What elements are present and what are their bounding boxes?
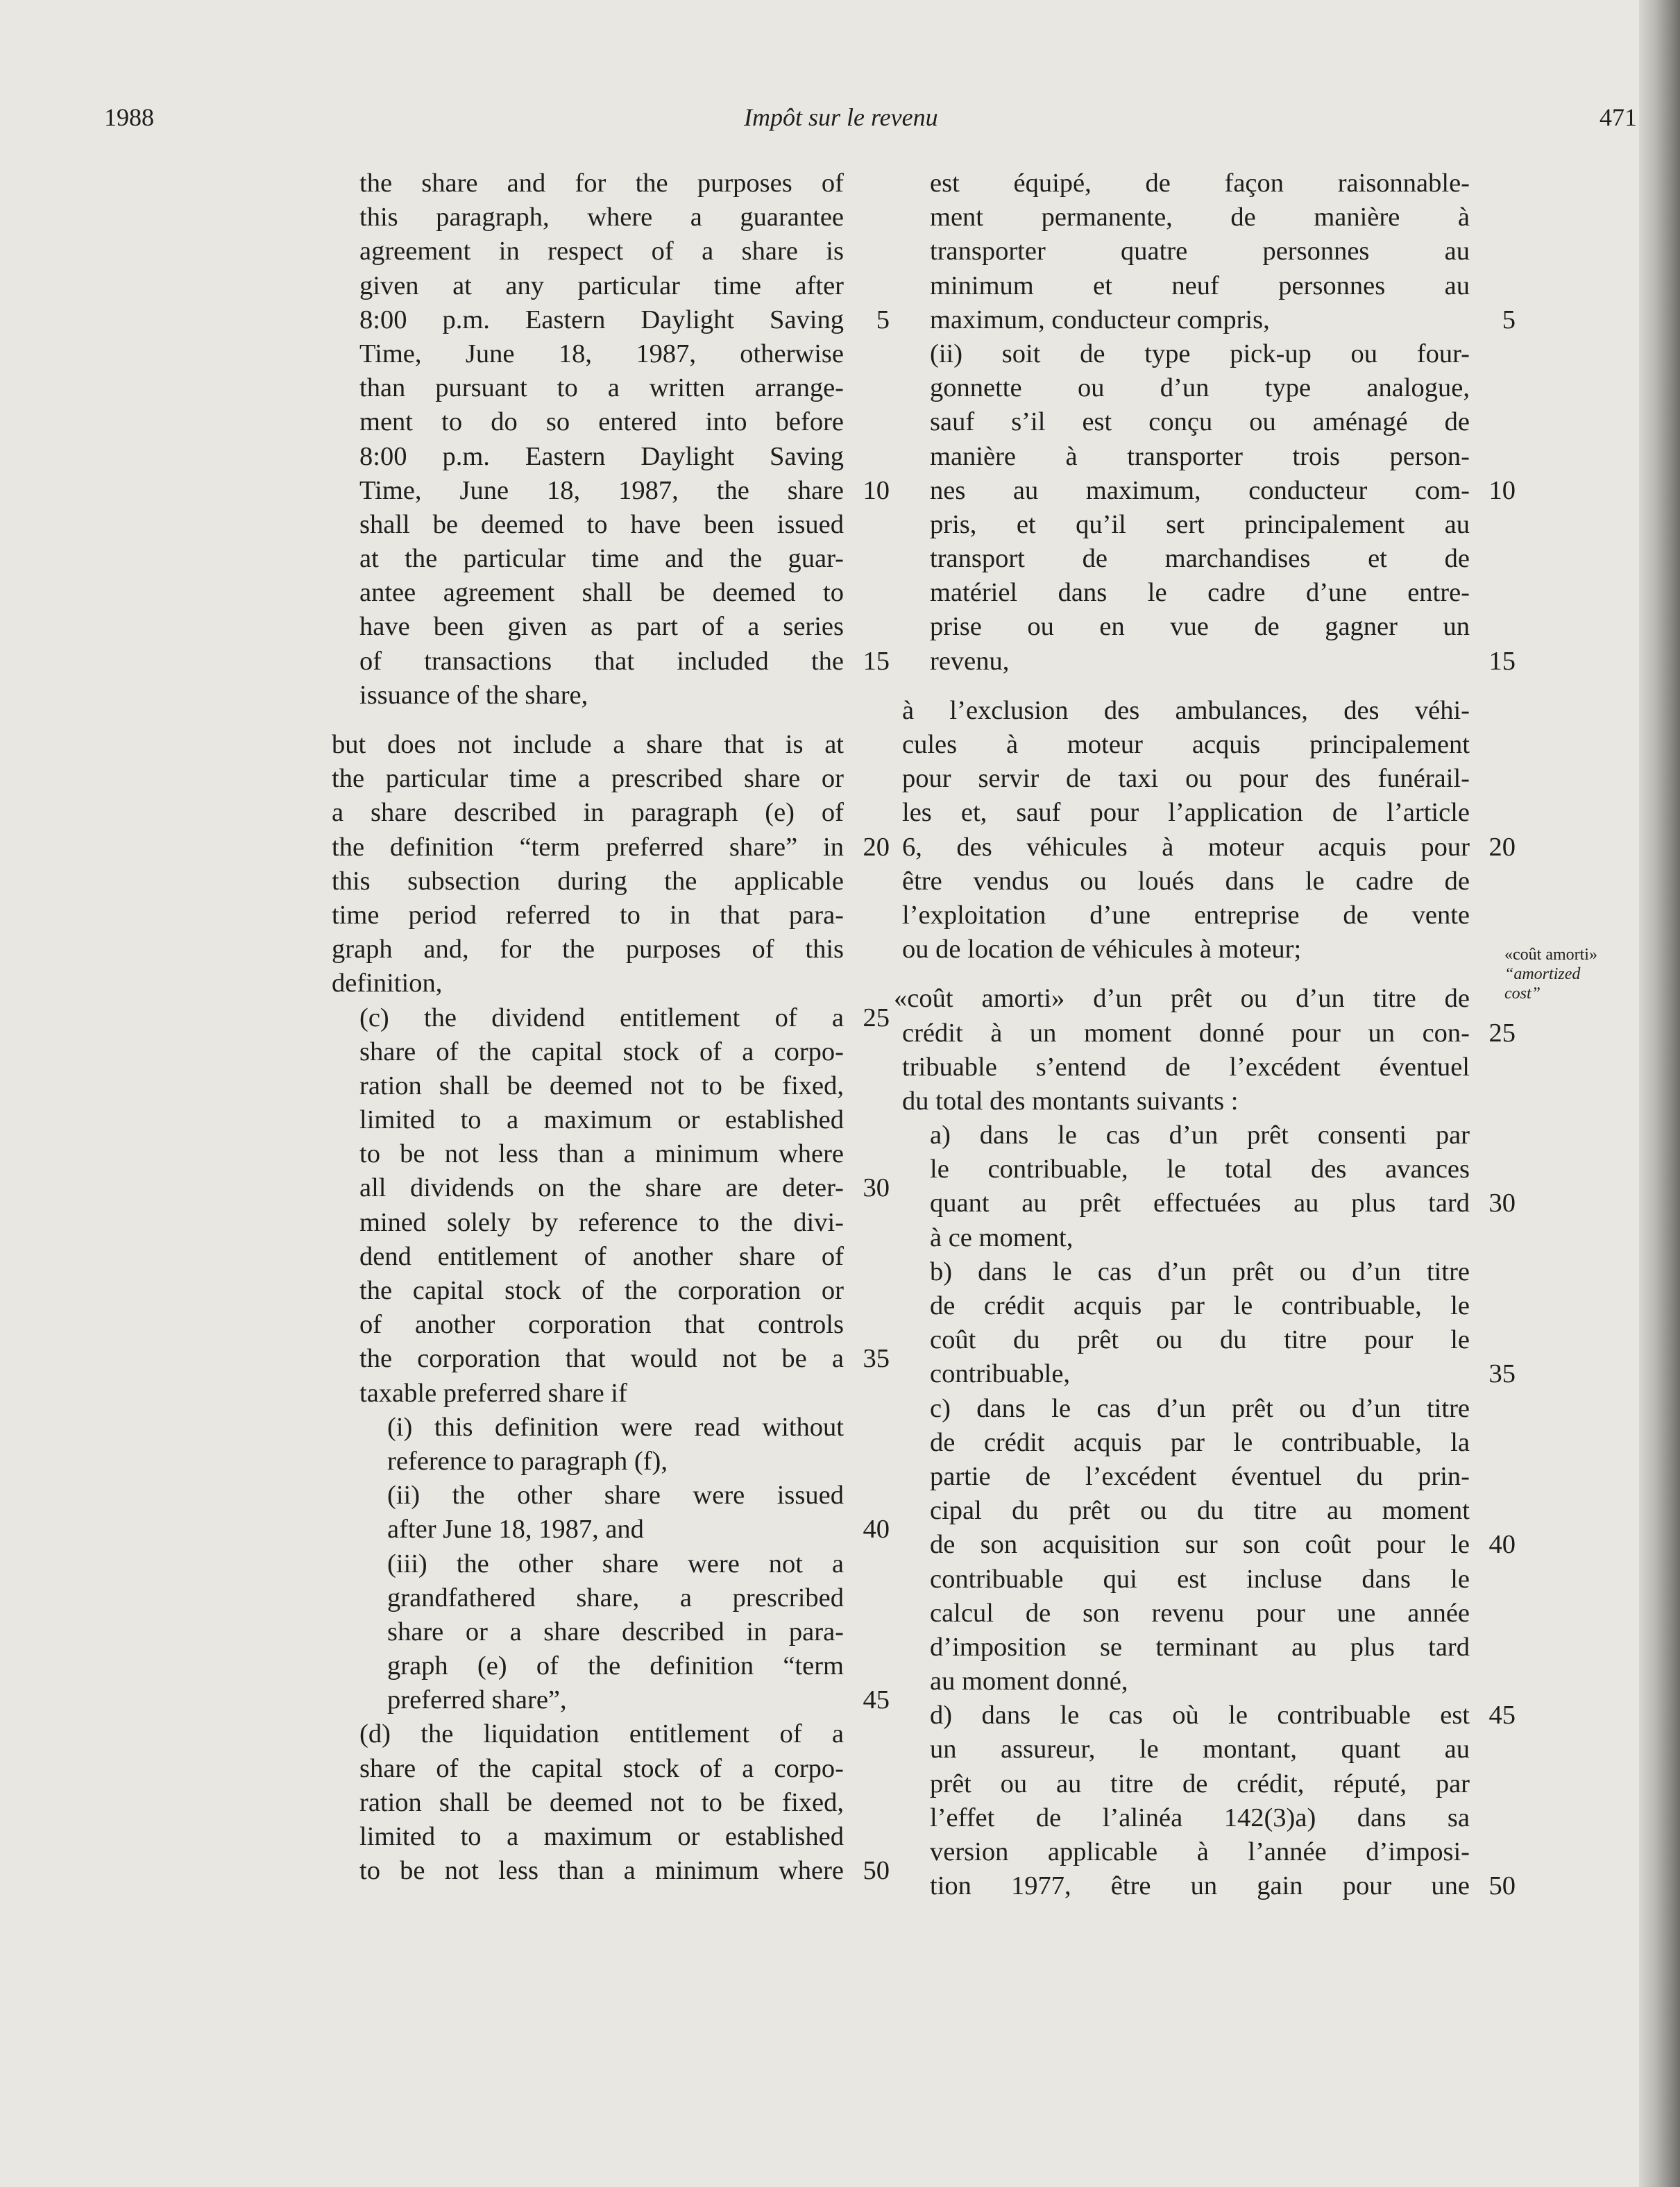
text-line xyxy=(387,1547,887,1581)
line-text: revenu, xyxy=(930,646,1010,676)
text-line xyxy=(930,1460,1513,1494)
text-line xyxy=(902,762,1513,796)
text-line xyxy=(332,762,887,796)
text-line xyxy=(930,1357,1516,1391)
text-line xyxy=(359,474,890,508)
line-text: mined solely by reference to the divi- xyxy=(359,1207,844,1237)
text-line xyxy=(359,1069,887,1103)
line-text: de crédit acquis par le contribuable, la xyxy=(930,1427,1470,1457)
text-line xyxy=(387,1683,890,1717)
marginal-note-term-en-cont: cost” xyxy=(1504,985,1541,1003)
line-text: matériel dans le cadre d’une entre- xyxy=(930,578,1470,608)
text-line xyxy=(359,1717,887,1751)
text-line xyxy=(930,1323,1513,1357)
line-text: preferred share”, xyxy=(387,1685,567,1715)
line-text: «coût amorti» d’un prêt ou d’un titre de xyxy=(894,984,1470,1014)
text-line xyxy=(930,576,1513,610)
text-line xyxy=(359,440,887,474)
line-text: have been given as part of a series xyxy=(359,612,844,642)
line-text: after June 18, 1987, and xyxy=(387,1515,644,1544)
line-text: ment permanente, de manière à xyxy=(930,203,1470,232)
line-text: but does not include a share that is at xyxy=(332,730,844,759)
text-line xyxy=(359,1308,887,1342)
line-text: (iii) the other share were not a xyxy=(387,1549,844,1578)
line-text: definition, xyxy=(332,969,443,998)
text-line xyxy=(930,1186,1516,1220)
text-line xyxy=(387,1445,887,1479)
line-number: 20 xyxy=(1488,832,1516,862)
line-text: calcul de son revenu pour une année xyxy=(930,1598,1470,1628)
line-number: 15 xyxy=(863,646,890,676)
line-text: a share described in paragraph (e) of xyxy=(332,798,844,828)
line-text: prise ou en vue de gagner un xyxy=(930,612,1470,642)
line-number: 35 xyxy=(1488,1359,1516,1389)
text-line xyxy=(359,167,887,201)
line-text: share or a share described in para- xyxy=(387,1617,844,1646)
line-text: manière à transporter trois person- xyxy=(930,441,1470,471)
line-text: pour servir de taxi ou pour des funérail- xyxy=(902,764,1470,794)
line-text: to be not less than a minimum where xyxy=(359,1856,844,1886)
text-line xyxy=(902,1084,1513,1118)
text-line xyxy=(359,1854,890,1888)
text-line xyxy=(359,201,887,235)
line-number: 25 xyxy=(1488,1018,1516,1048)
line-text: coût du prêt ou du titre pour le xyxy=(930,1325,1470,1355)
text-line xyxy=(930,1426,1513,1460)
text-line xyxy=(387,1513,890,1547)
text-line xyxy=(930,235,1513,269)
text-line xyxy=(930,1563,1513,1597)
line-text: than pursuant to a written arrange- xyxy=(359,373,844,403)
line-text: être vendus ou loués dans le cadre de xyxy=(902,866,1470,896)
line-text: agreement in respect of a share is xyxy=(359,237,844,266)
text-line xyxy=(359,1752,887,1786)
paragraph-gap xyxy=(902,967,1513,982)
page-number: 471 xyxy=(1600,103,1637,131)
text-line xyxy=(930,1118,1513,1152)
line-text: est équipé, de façon raisonnable- xyxy=(930,169,1470,198)
text-line xyxy=(930,1255,1513,1289)
text-line xyxy=(930,1665,1513,1699)
text-line xyxy=(930,371,1513,405)
line-text: all dividends on the share are deter- xyxy=(359,1173,844,1203)
line-text: 6, des véhicules à moteur acquis pour xyxy=(902,832,1470,862)
line-text: crédit à un moment donné pour un con- xyxy=(902,1018,1470,1048)
text-line xyxy=(359,337,887,371)
text-line xyxy=(930,508,1513,542)
line-number: 20 xyxy=(863,832,890,862)
text-line xyxy=(930,405,1513,439)
line-number: 25 xyxy=(863,1003,890,1032)
line-text: transport de marchandises et de xyxy=(930,544,1470,574)
line-text: un assureur, le montant, quant au xyxy=(930,1735,1470,1764)
line-text: ou de location de véhicules à moteur; xyxy=(902,935,1302,964)
line-text: of transactions that included the xyxy=(359,646,844,676)
line-number: 30 xyxy=(1488,1189,1516,1218)
line-text: au moment donné, xyxy=(930,1667,1128,1696)
line-text: dend entitlement of another share of xyxy=(359,1241,844,1271)
text-line xyxy=(359,1342,890,1376)
line-number: 50 xyxy=(1488,1871,1516,1901)
text-line xyxy=(930,337,1513,371)
text-line xyxy=(359,269,887,303)
line-text: the particular time a prescribed share or xyxy=(332,764,844,794)
line-text: d) dans le cas où le contribuable est xyxy=(930,1701,1470,1730)
text-line xyxy=(930,645,1516,679)
line-number: 40 xyxy=(863,1515,890,1544)
line-text: version applicable à l’année d’imposi- xyxy=(930,1837,1470,1866)
line-text: antee agreement shall be deemed to xyxy=(359,578,844,608)
line-number: 35 xyxy=(863,1344,890,1374)
line-text: the share and for the purposes of xyxy=(359,169,844,198)
text-line xyxy=(930,1528,1516,1562)
line-text: à l’exclusion des ambulances, des véhi- xyxy=(902,695,1470,725)
line-text: contribuable, xyxy=(930,1359,1071,1389)
text-line xyxy=(930,1733,1513,1767)
line-text: Time, June 18, 1987, the share xyxy=(359,475,844,505)
line-text: reference to paragraph (f), xyxy=(387,1446,668,1476)
text-line xyxy=(387,1581,887,1615)
line-text: sauf s’il est conçu ou aménagé de xyxy=(930,407,1470,437)
line-text: l’effet de l’alinéa 142(3)a) dans sa xyxy=(930,1803,1470,1832)
line-text: transporter quatre personnes au xyxy=(930,237,1470,266)
line-text: tion 1977, être un gain pour une xyxy=(930,1871,1470,1901)
line-text: (c) the dividend entitlement of a xyxy=(359,1003,844,1032)
line-text: the corporation that would not be a xyxy=(359,1344,844,1374)
text-line xyxy=(930,1392,1513,1426)
line-text: partie de l’excédent éventuel du prin- xyxy=(930,1461,1470,1491)
text-line xyxy=(359,542,887,576)
line-number: 5 xyxy=(876,305,890,334)
text-line xyxy=(930,542,1513,576)
text-line xyxy=(930,303,1516,337)
line-text: tribuable s’entend de l’excédent éventuel xyxy=(902,1052,1470,1082)
line-text: the definition “term preferred share” in xyxy=(332,832,844,862)
line-text: de son acquisition sur son coût pour le xyxy=(930,1530,1470,1560)
text-line xyxy=(902,694,1513,728)
text-line xyxy=(359,610,887,644)
line-text: (i) this definition were read without xyxy=(387,1412,844,1442)
text-line xyxy=(359,679,887,713)
text-line xyxy=(387,1615,887,1649)
line-number: 30 xyxy=(863,1173,890,1203)
text-line xyxy=(902,728,1513,762)
text-line xyxy=(359,1820,887,1854)
line-number: 5 xyxy=(1502,305,1516,334)
text-line xyxy=(930,440,1513,474)
text-line xyxy=(359,405,887,439)
line-text: maximum, conducteur compris, xyxy=(930,305,1270,334)
text-line xyxy=(930,1597,1513,1631)
line-text: 8:00 p.m. Eastern Daylight Saving xyxy=(359,305,844,334)
text-line xyxy=(359,1274,887,1308)
line-text: this subsection during the applicable xyxy=(332,866,844,896)
text-line xyxy=(930,1631,1513,1665)
text-line xyxy=(930,1767,1513,1801)
line-text: ration shall be deemed not to be fixed, xyxy=(359,1071,844,1100)
paragraph-gap xyxy=(902,679,1513,694)
line-text: cipal du prêt ou du titre au moment xyxy=(930,1496,1470,1526)
text-line xyxy=(930,167,1513,201)
text-line xyxy=(902,899,1513,933)
line-text: given at any particular time after xyxy=(359,271,844,300)
line-number: 45 xyxy=(1488,1701,1516,1730)
text-line xyxy=(332,967,887,1001)
line-text: nes au maximum, conducteur com- xyxy=(930,475,1470,505)
text-line xyxy=(359,303,890,337)
text-line xyxy=(332,831,890,865)
text-line xyxy=(387,1411,887,1445)
text-line xyxy=(359,576,887,610)
line-text: minimum et neuf personnes au xyxy=(930,271,1470,300)
line-text: a) dans le cas d’un prêt consenti par xyxy=(930,1121,1470,1150)
text-line xyxy=(902,796,1513,830)
text-line xyxy=(332,865,887,899)
right-column-french xyxy=(894,167,1516,1903)
marginal-note-term-fr: «coût amorti» xyxy=(1504,946,1597,964)
line-text: graph and, for the purposes of this xyxy=(332,935,844,964)
left-column-english xyxy=(332,167,890,1888)
text-line xyxy=(359,1001,890,1035)
line-text: quant au prêt effectuées au plus tard xyxy=(930,1189,1470,1218)
text-line xyxy=(902,1016,1516,1050)
line-text: issuance of the share, xyxy=(359,680,588,710)
text-line xyxy=(359,1103,887,1137)
header-year: 1988 xyxy=(104,103,154,131)
text-line xyxy=(359,1035,887,1069)
text-line xyxy=(902,865,1513,899)
line-text: to be not less than a minimum where xyxy=(359,1139,844,1169)
binding-edge-shadow xyxy=(1639,0,1680,2187)
line-text: de crédit acquis par le contribuable, le xyxy=(930,1291,1470,1320)
text-line xyxy=(359,1206,887,1240)
line-text: d’imposition se terminant au plus tard xyxy=(930,1632,1470,1662)
line-text: ration shall be deemed not to be fixed, xyxy=(359,1787,844,1817)
running-title: Impôt sur le revenu xyxy=(744,103,938,131)
text-line xyxy=(387,1479,887,1513)
text-line xyxy=(930,1494,1513,1528)
line-text: du total des montants suivants : xyxy=(902,1086,1239,1116)
line-number: 15 xyxy=(1488,646,1516,676)
text-line xyxy=(930,1289,1513,1323)
line-text: ment to do so entered into before xyxy=(359,407,844,437)
line-text: l’exploitation d’une entreprise de vente xyxy=(902,900,1470,930)
line-text: the capital stock of the corporation or xyxy=(359,1276,844,1305)
line-text: this paragraph, where a guarantee xyxy=(359,203,844,232)
text-line xyxy=(387,1649,887,1683)
line-text: c) dans le cas d’un prêt ou d’un titre xyxy=(930,1393,1470,1423)
text-line xyxy=(902,1050,1513,1084)
line-text: (ii) soit de type pick-up ou four- xyxy=(930,339,1470,368)
line-text: cules à moteur acquis principalement xyxy=(902,730,1470,759)
text-line xyxy=(332,728,887,762)
line-number: 10 xyxy=(863,475,890,505)
line-text: taxable preferred share if xyxy=(359,1378,627,1408)
line-text: share of the capital stock of a corpo- xyxy=(359,1037,844,1066)
line-text: pris, et qu’il sert principalement au xyxy=(930,509,1470,539)
text-line xyxy=(930,1699,1516,1733)
line-text: graph (e) of the definition “term xyxy=(387,1651,844,1681)
text-line xyxy=(930,1221,1513,1255)
text-line xyxy=(930,610,1513,644)
line-number: 50 xyxy=(863,1856,890,1886)
line-text: les et, sauf pour l’application de l’article xyxy=(902,798,1470,828)
line-text: at the particular time and the guar- xyxy=(359,544,844,574)
line-text: prêt ou au titre de crédit, réputé, par xyxy=(930,1769,1470,1798)
text-line xyxy=(930,474,1516,508)
text-line xyxy=(359,1240,887,1274)
text-line xyxy=(930,1801,1513,1835)
text-line xyxy=(332,899,887,933)
text-line xyxy=(359,371,887,405)
text-line xyxy=(902,831,1516,865)
text-line xyxy=(359,235,887,269)
text-line xyxy=(332,796,887,830)
line-text: le contribuable, le total des avances xyxy=(930,1155,1470,1184)
text-line xyxy=(359,1377,887,1411)
line-text: of another corporation that controls xyxy=(359,1310,844,1340)
text-line xyxy=(930,1152,1513,1186)
line-text: limited to a maximum or established xyxy=(359,1105,844,1135)
text-line xyxy=(930,1835,1513,1869)
text-line xyxy=(359,1137,887,1171)
line-text: shall be deemed to have been issued xyxy=(359,509,844,539)
line-text: gonnette ou d’un type analogue, xyxy=(930,373,1470,403)
line-text: share of the capital stock of a corpo- xyxy=(359,1753,844,1783)
text-line xyxy=(902,933,1513,967)
text-line xyxy=(332,933,887,967)
line-number: 40 xyxy=(1488,1530,1516,1560)
text-line xyxy=(359,1786,887,1820)
line-text: (ii) the other share were issued xyxy=(387,1481,844,1511)
line-text: b) dans le cas d’un prêt ou d’un titre xyxy=(930,1257,1470,1286)
text-line xyxy=(359,645,890,679)
line-text: 8:00 p.m. Eastern Daylight Saving xyxy=(359,441,844,471)
marginal-note xyxy=(1504,945,1597,1003)
text-line xyxy=(359,508,887,542)
text-line xyxy=(359,1171,890,1205)
line-text: (d) the liquidation entitlement of a xyxy=(359,1719,844,1749)
line-text: time period referred to in that para- xyxy=(332,900,844,930)
line-text: limited to a maximum or established xyxy=(359,1822,844,1851)
line-number: 10 xyxy=(1488,475,1516,505)
line-text: Time, June 18, 1987, otherwise xyxy=(359,339,844,368)
text-line xyxy=(894,982,1513,1016)
line-text: contribuable qui est incluse dans le xyxy=(930,1564,1470,1594)
line-text: grandfathered share, a prescribed xyxy=(387,1583,844,1612)
line-text: à ce moment, xyxy=(930,1223,1074,1252)
text-line xyxy=(930,269,1513,303)
text-line xyxy=(930,1869,1516,1903)
paragraph-gap xyxy=(332,713,887,728)
text-line xyxy=(930,201,1513,235)
line-number: 45 xyxy=(863,1685,890,1715)
marginal-note-term-en: “amortized xyxy=(1504,965,1581,983)
